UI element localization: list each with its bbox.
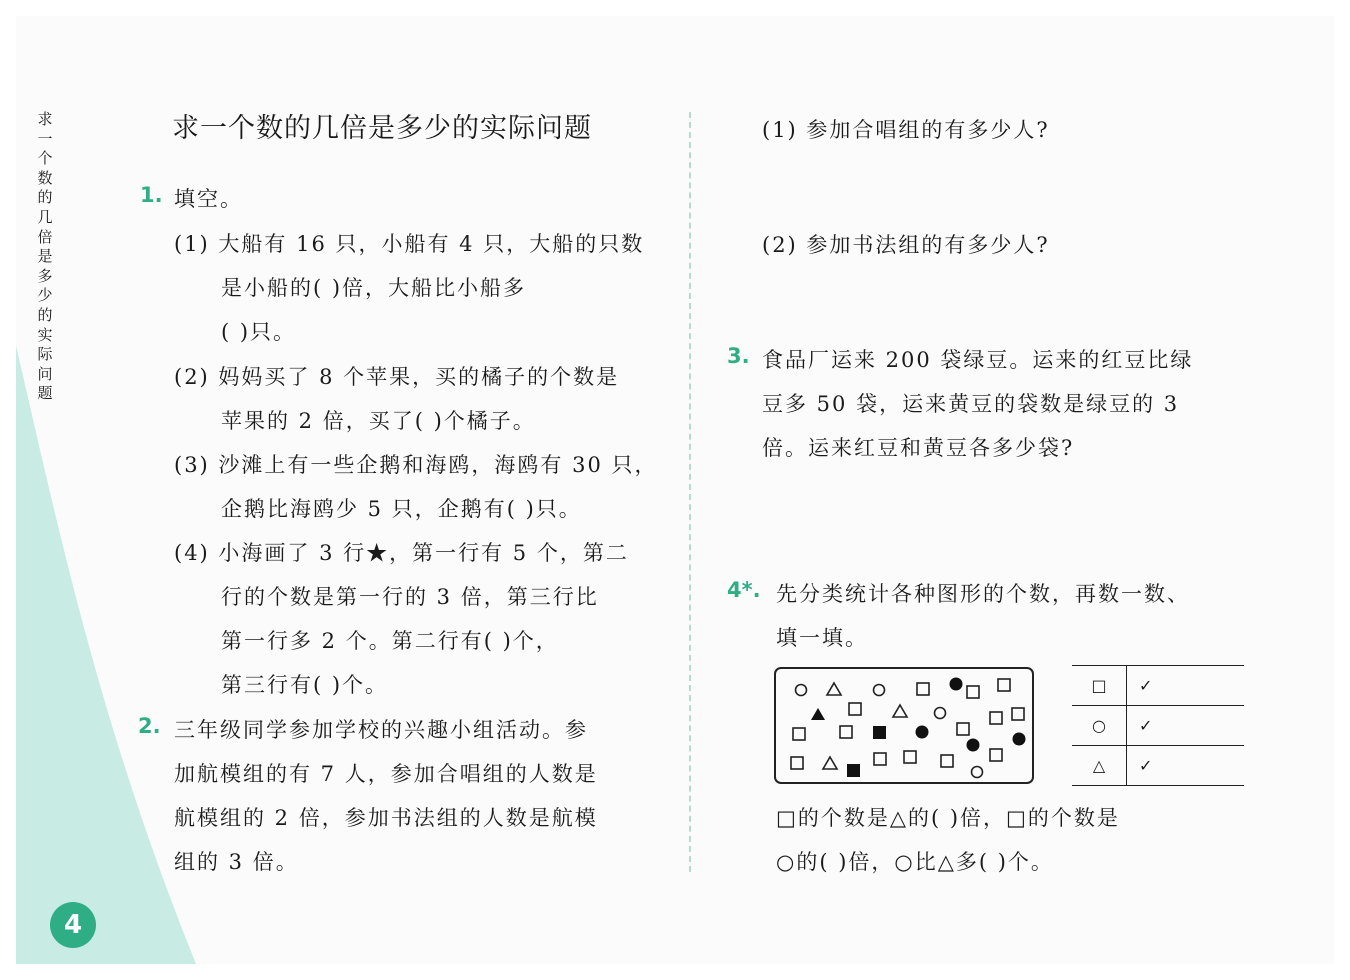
square-icon: □ <box>1072 666 1127 706</box>
q1-line: 行的个数是第一行的 3 倍，第三行比 <box>221 585 599 609</box>
q1-line: 企鹅比海鸥少 5 只，企鹅有( )只。 <box>221 497 582 521</box>
tally-row <box>1072 706 1244 746</box>
q1-line: (3) 沙滩上有一些企鹅和海鸥，海鸥有 30 只， <box>174 453 658 477</box>
q2-line: 组的 3 倍。 <box>174 850 299 874</box>
q2-sub2: (2) 参加书法组的有多少人? <box>762 233 1050 257</box>
tally-row <box>1072 666 1244 706</box>
q1-label: 填空。 <box>174 187 243 211</box>
q1-line: 是小船的( )倍，大船比小船多 <box>221 276 527 300</box>
q4-number: 4*. <box>727 578 761 602</box>
q1-line: (1) 大船有 16 只，小船有 4 只，大船的只数 <box>174 232 645 256</box>
q4-line: 填一填。 <box>776 626 868 650</box>
check-icon: ✓ <box>1127 746 1245 786</box>
tally-table <box>1072 665 1244 786</box>
check-icon: ✓ <box>1127 706 1245 746</box>
q1-line: ( )只。 <box>221 320 297 344</box>
triangle-icon: △ <box>1072 746 1127 786</box>
check-icon: ✓ <box>1127 666 1245 706</box>
q1-line: 第一行多 2 个。第二行有( )个， <box>221 629 559 653</box>
circle-icon: ○ <box>1072 706 1127 746</box>
q2-line: 加航模组的有 7 人，参加合唱组的人数是 <box>174 762 598 786</box>
q1-line: 苹果的 2 倍，买了( )个橘子。 <box>221 409 536 433</box>
center-divider <box>689 112 691 872</box>
q3-line: 倍。运来红豆和黄豆各多少袋? <box>762 436 1075 460</box>
page-title: 求一个数的几倍是多少的实际问题 <box>172 113 592 144</box>
shapes-drawing <box>776 669 1032 782</box>
q1-number: 1. <box>140 183 163 207</box>
q3-line: 食品厂运来 200 袋绿豆。运来的红豆比绿 <box>762 348 1194 372</box>
q3-line: 豆多 50 袋，运来黄豆的袋数是绿豆的 3 <box>762 392 1180 416</box>
tally-row <box>1072 746 1244 786</box>
q2-number: 2. <box>138 714 161 738</box>
page-number: 4 <box>50 902 96 948</box>
q4-answer-line: ○的( )倍，○比△多( )个。 <box>776 850 1054 874</box>
q3-number: 3. <box>727 344 750 368</box>
q4-answer-line: □的个数是△的( )倍，□的个数是 <box>776 806 1120 830</box>
q4-line: 先分类统计各种图形的个数，再数一数、 <box>776 582 1190 606</box>
q2-line: 航模组的 2 倍，参加书法组的人数是航模 <box>174 806 598 830</box>
q1-line: (2) 妈妈买了 8 个苹果，买的橘子的个数是 <box>174 365 620 389</box>
q2-line: 三年级同学参加学校的兴趣小组活动。参 <box>174 718 588 742</box>
q1-line: (4) 小海画了 3 行★，第一行有 5 个，第二 <box>174 541 629 565</box>
sidebar-title: 求一个数的几倍是多少的实际问题 <box>37 110 53 403</box>
q2-sub1: (1) 参加合唱组的有多少人? <box>762 118 1050 142</box>
q1-line: 第三行有( )个。 <box>221 673 389 697</box>
shapes-figure <box>774 667 1034 784</box>
